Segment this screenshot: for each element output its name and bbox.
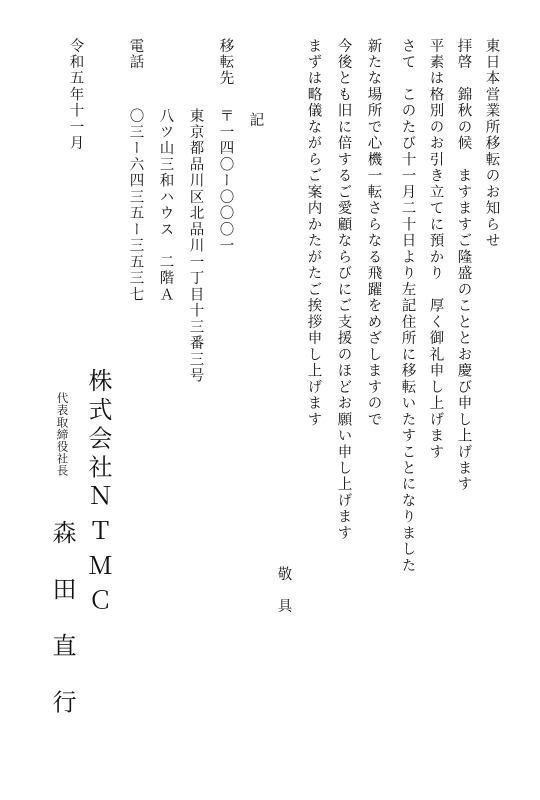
postal-code: 〒一四〇ー〇〇〇一 (217, 108, 234, 255)
body-line-6: まずは略儀ながらご案内かたがたご挨拶申し上げます (305, 38, 322, 428)
company-name-jp: 株式会社 (84, 368, 112, 484)
address-line-1: 東京都品川区北品川一丁目十三番三号 (187, 108, 204, 385)
company-name (86, 368, 110, 622)
date: 令和五年十一月 (67, 38, 84, 152)
representative-name: 森田直行 (48, 520, 76, 746)
ki-heading: 記 (247, 112, 264, 129)
closing-keigu: 敬 具 (275, 566, 292, 615)
address-line-2: 八ツ山三和ハウス 二階Ａ (157, 108, 174, 303)
notice-title: 東日本営業所移転のお知らせ (483, 38, 500, 250)
address-label: 移転先 (217, 38, 234, 87)
body-line-5: 今後とも旧に倍するご愛顧ならびにご支援のほどお願い申し上げます (335, 38, 352, 542)
representative-title: 代表取締役社長 (55, 392, 70, 477)
body-line-4: 新たな場所で心機一転さらなる飛躍をめざしますので (365, 38, 382, 428)
body-line-3: さて このたび十一月二十日より左記住所に移転いたすことになりました (399, 38, 416, 574)
body-line-1: 拝啓 錦秋の候 ますますご隆盛のこととお慶び申し上げます (455, 38, 472, 493)
phone-label: 電話 (127, 38, 144, 71)
company-name-latin: ＮＴＭＣ (84, 483, 112, 623)
body-line-2: 平素は格別のお引き立てに預かり 厚く御礼申し上げます (427, 38, 444, 461)
phone-number: 〇三ー六四三五ー三五三七 (127, 108, 144, 303)
